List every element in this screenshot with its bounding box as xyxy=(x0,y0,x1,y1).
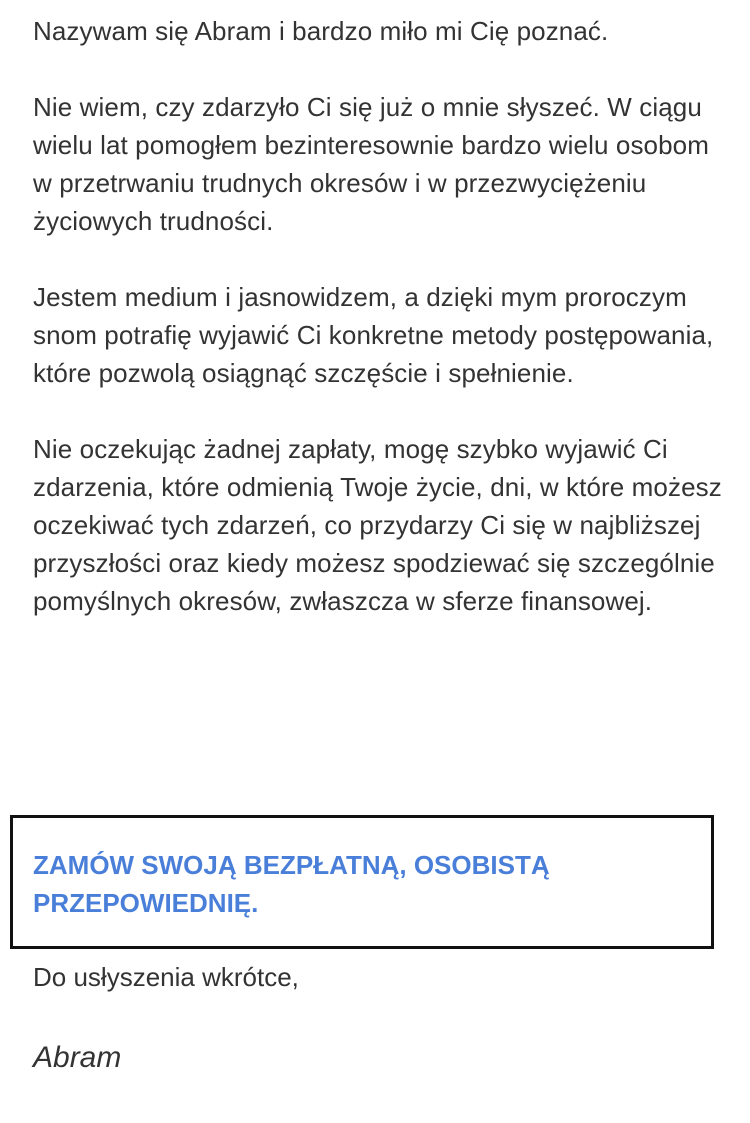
order-prediction-link[interactable]: ZAMÓW SWOJĄ BEZPŁATNĄ, OSOBISTĄ PRZEPOWIEDNIĘ. xyxy=(33,850,550,918)
email-body xyxy=(33,12,723,620)
signature: Abram xyxy=(33,1041,122,1074)
paragraph-intro: Nazywam się Abram i bardzo miło mi Cię poznać. xyxy=(33,16,609,46)
paragraph-medium: Jestem medium i jasnowidzem, a dzięki mym proroczym snom potrafię wyjawić Ci konkretne metody postępowania, które pozwolą osiągnąć szczęście i spełnienie. xyxy=(33,282,714,388)
cta-box xyxy=(10,815,714,949)
paragraph-offer: Nie oczekując żadnej zapłaty, mogę szybko wyjawić Ci zdarzenia, które odmienią Twoje życie, dni, w które możesz oczekiwać tych zdarzeń, co przydarzy Ci się w najbliższej przyszłości oraz kiedy możesz spodziewać się szczególnie pomyślnych okresów, zwłaszcza w sferze finansowej. xyxy=(33,434,722,616)
paragraph-history: Nie wiem, czy zdarzyło Ci się już o mnie słyszeć. W ciągu wielu lat pomogłem bezinteresownie bardzo wielu osobom w przetrwaniu trudnych okresów i w przezwyciężeniu życiowych trudności. xyxy=(33,92,709,236)
closing-text: Do usłyszenia wkrótce, xyxy=(33,962,299,992)
